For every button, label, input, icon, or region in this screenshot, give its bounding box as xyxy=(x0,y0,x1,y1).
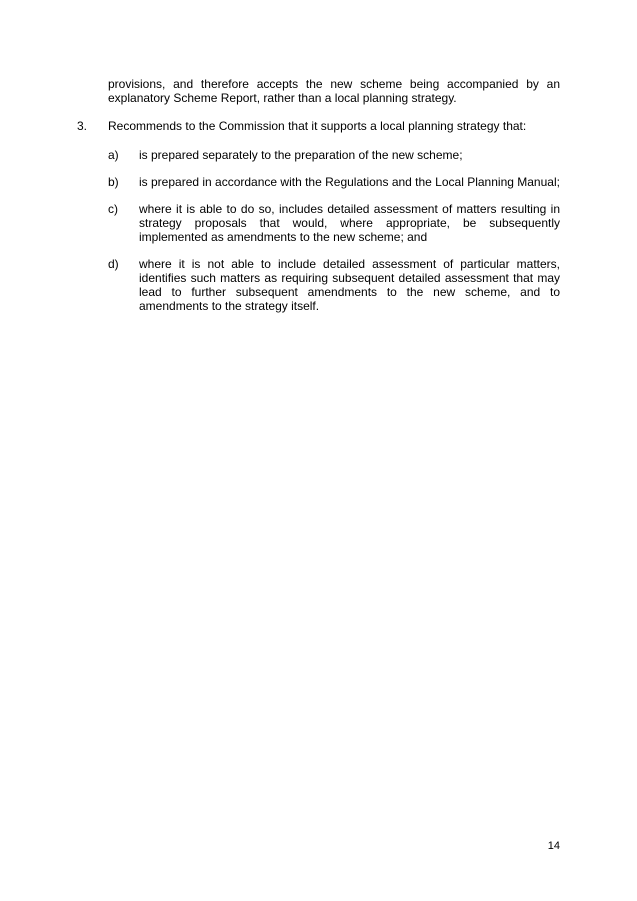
subitem-letter: d) xyxy=(108,257,119,271)
item-text: Recommends to the Commission that it supports a local planning strategy that: xyxy=(108,119,527,133)
subitem-text: where it is not able to include detailed assessment of particular matters, identifies such matters as requiring subsequent detailed assessment that may lead to further subsequent amendments to the new scheme, and to amendments to the strategy itself. xyxy=(139,257,560,313)
subitem-letter: c) xyxy=(108,202,118,216)
item-number: 3. xyxy=(77,119,88,133)
subitem-letter: b) xyxy=(108,175,119,189)
subitem-text: is prepared in accordance with the Regulations and the Local Planning Manual; xyxy=(139,175,560,189)
recommendation-item-3 xyxy=(77,119,560,133)
subitem-text: where it is able to do so, includes detailed assessment of matters resulting in strategy proposals that would, where appropriate, be subsequently implemented as amendments to the new scheme; and xyxy=(139,202,560,244)
page-number: 14 xyxy=(547,840,560,852)
subitem-text: is prepared separately to the preparation of the new scheme; xyxy=(139,148,463,162)
intro-paragraph: provisions, and therefore accepts the new scheme being accompanied by an explanatory Scheme Report, rather than a local planning strategy. xyxy=(108,77,560,105)
subitem-letter: a) xyxy=(108,148,119,162)
